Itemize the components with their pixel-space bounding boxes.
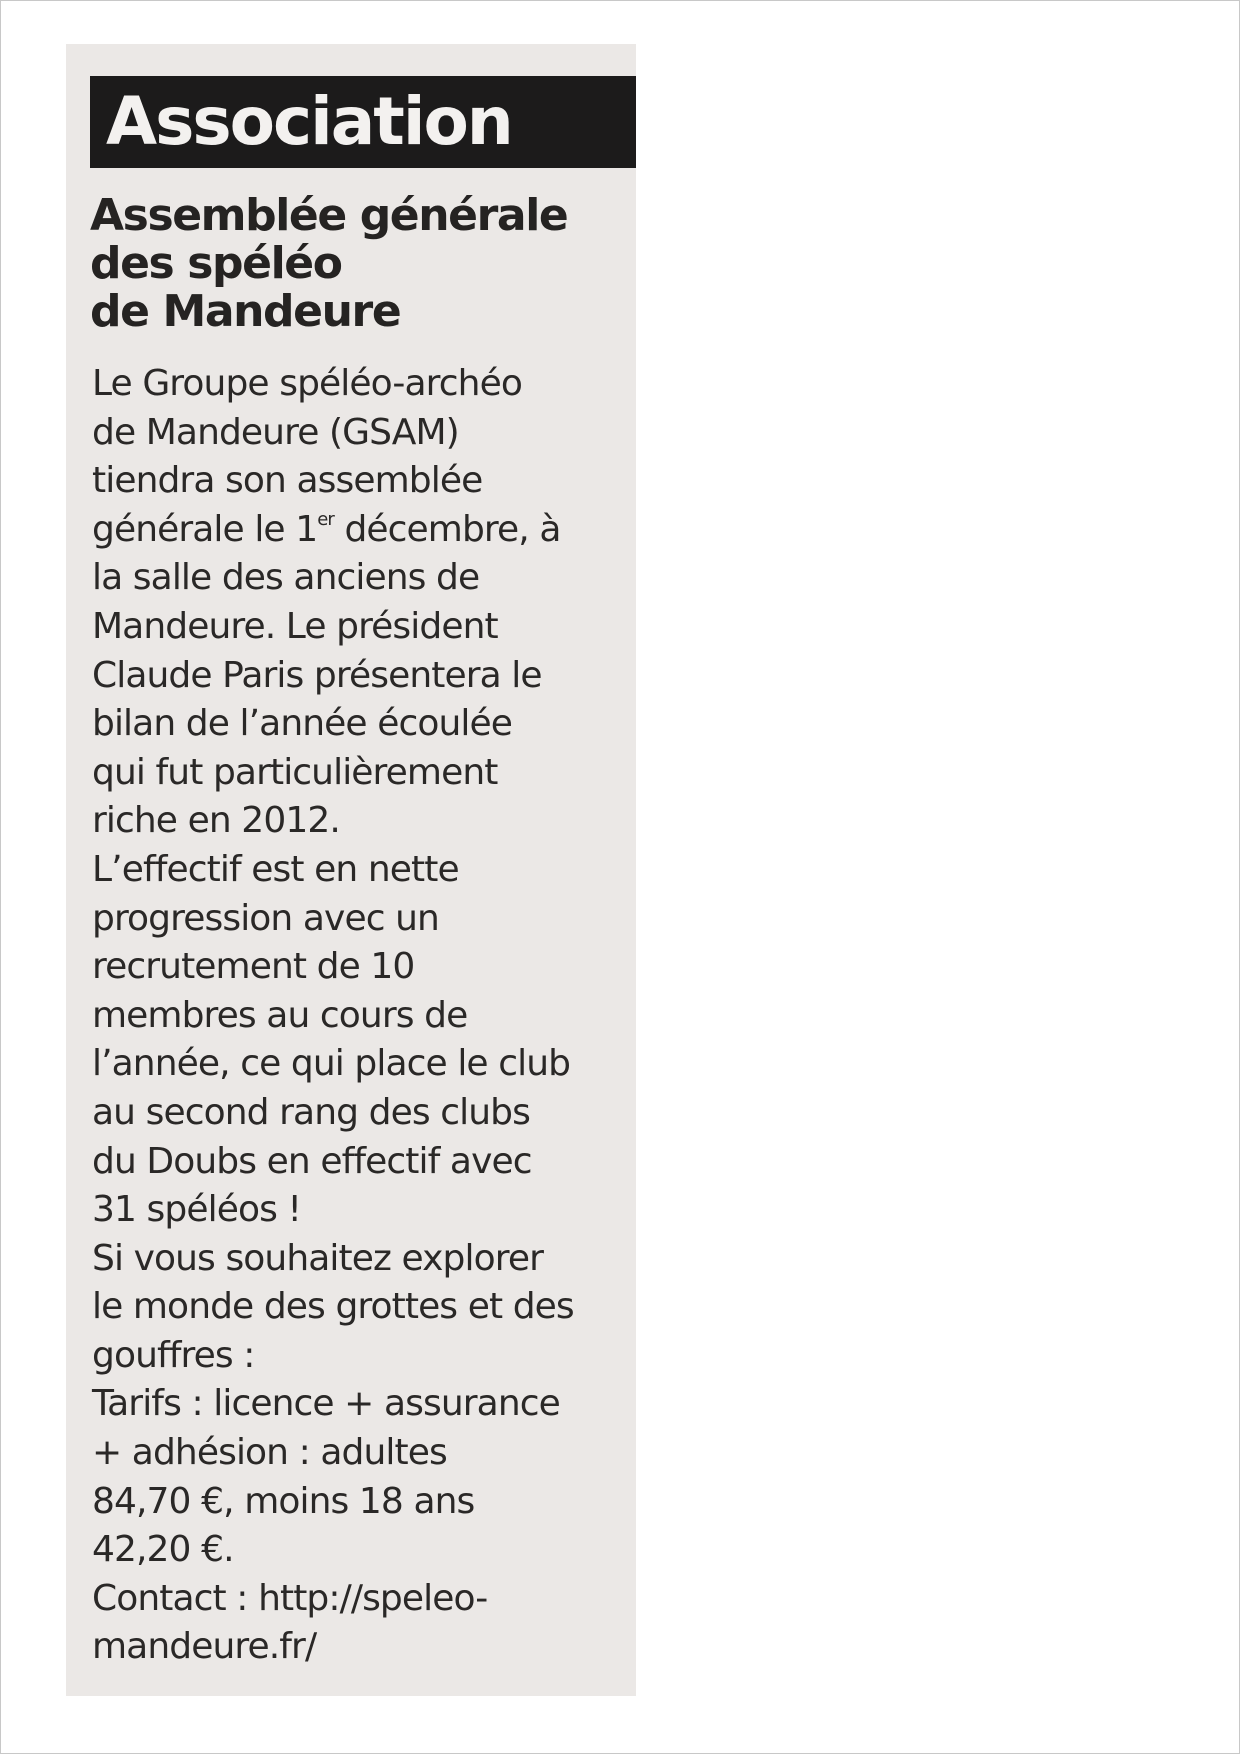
body-line-date xyxy=(92,506,636,555)
body-line: du Doubs en effectif avec xyxy=(92,1140,532,1182)
body-line: bilan de l’année écoulée xyxy=(92,703,512,745)
body-line: tiendra son assemblée xyxy=(92,460,483,502)
body-line: Si vous souhaitez explorer xyxy=(92,1237,543,1279)
body-line: au second rang des clubs xyxy=(92,1091,530,1133)
body-line: L’effectif est en nette xyxy=(92,848,459,890)
body-line-date-before: générale le 1 xyxy=(92,508,318,550)
headline-line: des spéléo xyxy=(90,238,342,289)
body-line: le monde des grottes et des xyxy=(92,1286,574,1328)
body-line: Tarifs : licence + assurance xyxy=(92,1383,560,1425)
body-line: Le Groupe spéléo-archéo xyxy=(92,363,522,404)
body-line: + adhésion : adultes xyxy=(92,1432,447,1474)
newspaper-clipping xyxy=(66,44,636,1696)
body-line: 31 spéléos ! xyxy=(92,1189,302,1231)
body-line: Mandeure. Le président xyxy=(92,605,498,647)
body-line: la salle des anciens de xyxy=(92,557,480,599)
body-line: membres au cours de xyxy=(92,994,468,1036)
body-line: 42,20 €. xyxy=(92,1529,234,1571)
headline-line: Assemblée générale xyxy=(90,190,568,241)
article-body xyxy=(92,360,636,1672)
contact-line: Contact : http://speleo- xyxy=(92,1577,488,1619)
contact-link[interactable] xyxy=(92,1575,636,1672)
body-line: l’année, ce qui place le club xyxy=(92,1043,571,1085)
body-line: 84,70 €, moins 18 ans xyxy=(92,1480,475,1522)
article-headline xyxy=(90,192,630,336)
body-line: de Mandeure (GSAM) xyxy=(92,411,459,453)
body-line: progression avec un xyxy=(92,897,439,939)
body-line: qui fut particulièrement xyxy=(92,751,498,793)
ordinal-superscript: er xyxy=(317,508,334,530)
section-banner-label: Association xyxy=(106,83,512,160)
body-line: recrutement de 10 xyxy=(92,946,415,988)
body-line: riche en 2012. xyxy=(92,800,340,842)
section-banner xyxy=(90,76,636,168)
body-line: Claude Paris présentera le xyxy=(92,654,542,696)
headline-line: de Mandeure xyxy=(90,286,401,337)
body-line: gouffres : xyxy=(92,1334,255,1376)
contact-line: mandeure.fr/ xyxy=(92,1626,317,1668)
body-line-date-after: décembre, à xyxy=(333,508,561,550)
